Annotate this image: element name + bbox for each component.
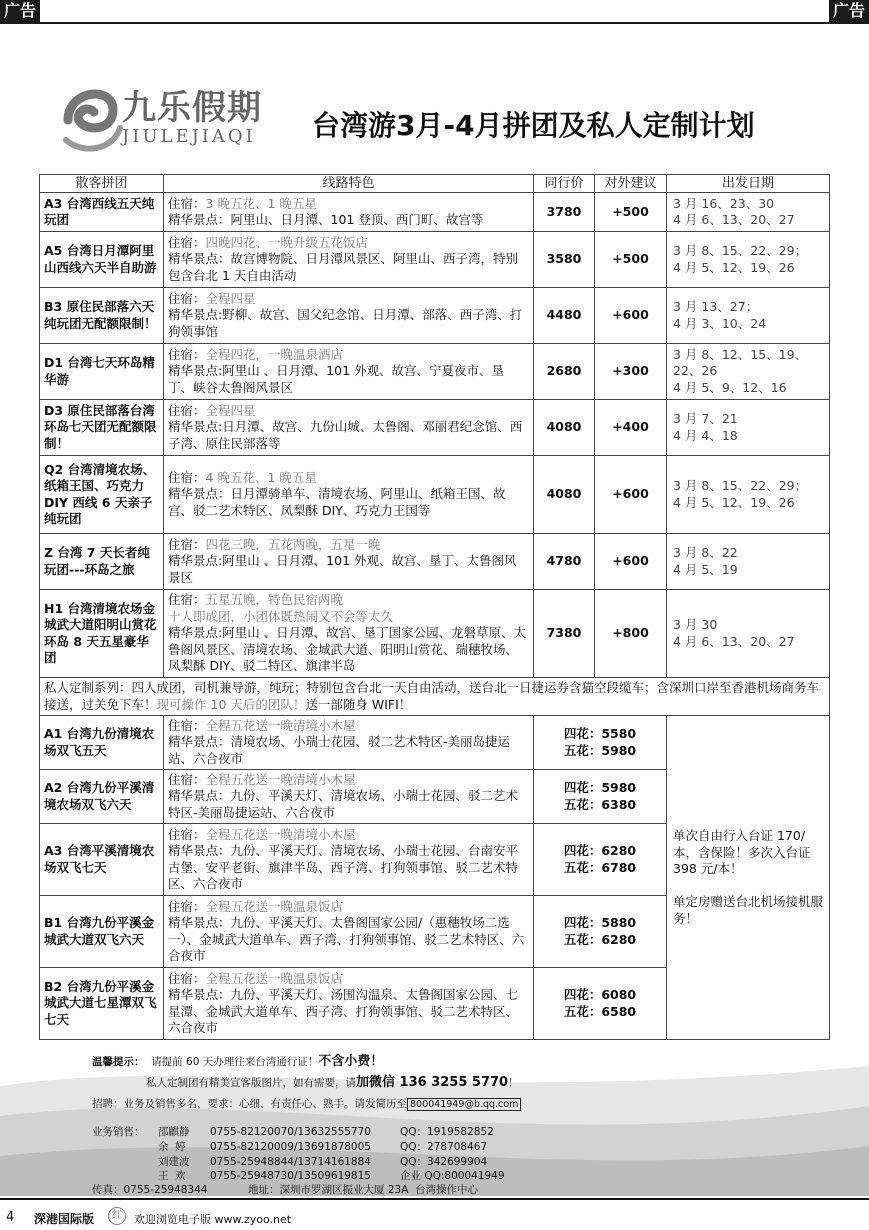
table-row — [40, 590, 830, 678]
page-number: 4 — [6, 1210, 15, 1225]
tour-details: 住宿：四花三晚，五花两晚，五星一晚 精华景点:阿里山 、日月潭、101 外观、故宫、垦丁、太鲁阁风景区 — [164, 534, 534, 590]
tour-details: 住宿：全程五花送一晚清境小木屋 精华景点：九份、平溪天灯、清境农场、小瑞士花园、驳二艺术特区-美丽岛捷运站、六合夜市 — [164, 770, 534, 824]
ad-label-right: 广告 — [829, 0, 869, 22]
departure-dates: 3 月 8、12、15、19、22、26 4 月 5、9、12、16 — [667, 344, 830, 400]
tour-name: Q2 台湾清境农场、纸箱王国、巧克力 DIY 西线 6 天亲子纯玩团 — [40, 456, 164, 534]
trade-price: 4780 — [534, 534, 595, 590]
trade-price: 2680 — [534, 344, 595, 400]
suggested-markup: +600 — [595, 534, 667, 590]
tip-line: 温馨提示： 请提前 60 天办理往来台湾通行证！不含小费！ — [92, 1054, 384, 1069]
tour-name: A5 台湾日月潭阿里山西线六天半自助游 — [40, 232, 164, 288]
trade-price: 4080 — [534, 400, 595, 456]
departure-dates: 3 月 13、27； 4 月 3、10、24 — [667, 288, 830, 344]
table-row — [40, 456, 830, 534]
tour-details: 住宿：全程五花送一晚清境小木屋 精华景点：清境农场、小瑞士花园、驳二艺术特区-美丽岛捷运站、六合夜市 — [164, 716, 534, 770]
table-header-row — [40, 175, 830, 193]
header-suggested: 对外建议 — [595, 175, 667, 193]
header-dates: 出发日期 — [667, 175, 830, 193]
logo-english-name: JIULEJIAQI — [122, 126, 256, 147]
jiule-logo-icon — [58, 70, 128, 160]
tour-name: A3 台湾平溪清境农场双飞七天 — [40, 824, 164, 896]
suggested-markup: +500 — [595, 193, 667, 232]
tour-details: 住宿：全程四花，一晚温泉酒店 精华景点:阿里山 、日月潭、101 外观、故宫、宁夏夜市、垦丁、峡谷太鲁阁风景区 — [164, 344, 534, 400]
tour-name: B1 台湾九份平溪金城武大道双飞六天 — [40, 896, 164, 968]
table-row — [40, 716, 830, 770]
fax-line: 传真：0755-25948344 — [92, 1184, 208, 1196]
suggested-markup: +600 — [595, 288, 667, 344]
contact-qq: 企业 QQ:800041949 — [400, 1170, 505, 1182]
tour-name: H1 台湾清境农场金城武大道阳明山赏花环岛 8 天五星豪华团 — [40, 590, 164, 678]
wechat-line: 私人定制团有精美宣客版图片，如有需要，请加微信 136 3255 5770！ — [146, 1075, 519, 1090]
header-group-tour: 散客拼团 — [40, 175, 164, 193]
ad-label-left: 广告 — [0, 0, 40, 22]
table-row — [40, 232, 830, 288]
tour-details: 住宿：3 晚五花、1 晚五星 精华景点：阿里山、日月潭、101 登顶、西门町、故宫等 — [164, 193, 534, 232]
tour-table — [39, 174, 830, 1040]
header-route: 线路特色 — [164, 175, 534, 193]
trade-price: 3780 — [534, 193, 595, 232]
custom-price: 四花：6280 五花：6780 — [534, 824, 667, 896]
contact-name: 刘建波 — [158, 1156, 190, 1168]
trade-price: 3580 — [534, 232, 595, 288]
table-row — [40, 534, 830, 590]
contact-name: 余 婷 — [158, 1141, 186, 1153]
custom-price: 四花：5980 五花：6380 — [534, 770, 667, 824]
visa-note: 单次自由行入台证 170/本，含保险！多次入台证 398 元/本！ 单定房赠送台北机场接机服务！ — [667, 716, 830, 1040]
suggested-markup: +600 — [595, 456, 667, 534]
tour-details: 住宿：4 晚五花、1 晚五星 精华景点：日月潭骑单车、清境农场、阿里山、纸箱王国、故宫、驳二艺术特区、凤梨酥 DIY、巧克力王国等 — [164, 456, 534, 534]
trade-price: 4480 — [534, 288, 595, 344]
header-trade-price: 同行价 — [534, 175, 595, 193]
table-row — [40, 344, 830, 400]
tour-details: 住宿：全程四星 精华景点:日月潭、故宫、九份山城、太鲁阁、邓丽君纪念馆、西子湾、原住民部落等 — [164, 400, 534, 456]
page-headline: 台湾游3月-4月拼团及私人定制计划 — [312, 109, 755, 142]
hong-seal-icon: 红 — [108, 1207, 126, 1225]
table-row — [40, 193, 830, 232]
bottom-rule — [0, 1198, 869, 1200]
departure-dates: 3 月 8、15、22、29； 4 月 5、12、19、26 — [667, 456, 830, 534]
contact-phone: 0755-25948844/13714161884 — [210, 1156, 371, 1168]
edition-brand: 深港国际版 — [34, 1212, 95, 1226]
tour-name: Z 台湾 7 天长者纯玩团---环岛之旅 — [40, 534, 164, 590]
suggested-markup: +400 — [595, 400, 667, 456]
tour-name: D3 原住民部落台湾环岛七天团无配额限制！ — [40, 400, 164, 456]
tour-name: B2 台湾九份平溪金城武大道七星潭双飞七天 — [40, 968, 164, 1040]
custom-intro: 私人定制系列：四人成团，司机兼导游，纯玩；特别包含台北一天自由活动，送台北一日捷运券含猫空段缆车；含深圳口岸至香港机场商务车接送，过关免下车！现可操作 10 天后的团队！送一部随身 WIFI！ — [40, 678, 830, 716]
departure-dates: 3 月 16、23、30 4 月 6、13、20、27 — [667, 193, 830, 232]
tour-details: 住宿：五星五晚，特色民宿两晚 十人即成团，小团体既热闹又不会等太久 精华景点:阿里山 、日月潭、故宫、垦丁国家公园、龙磐草原、太鲁阁风景区、清境农场、金城武大道、阳明山赏花、瑞穗牧场、凤梨酥 DIY、驳二特区、旗津半岛 — [164, 590, 534, 678]
tour-name: A2 台湾九份平溪清境农场双飞六天 — [40, 770, 164, 824]
tour-name: D1 台湾七天环岛精华游 — [40, 344, 164, 400]
table-row — [40, 400, 830, 456]
brand-logo — [58, 66, 268, 166]
tour-details: 住宿：全程四星 精华景点:野柳、故宫、国父纪念馆、日月潭、部落、西子湾、打狗领事馆 — [164, 288, 534, 344]
departure-dates: 3 月 30 4 月 6、13、20、27 — [667, 590, 830, 678]
contact-phone: 0755-25948730/13509619815 — [210, 1170, 371, 1182]
hiring-email: 800041949@b.qq.com — [407, 1098, 521, 1111]
tour-details: 住宿：全程五花送一晚清境小木屋 精华景点：九份、平溪天灯、清境农场、小瑞士花园、台南安平古堡、安平老街、旗津半岛、西子湾、打狗领事馆、驳二艺术特区、六合夜市 — [164, 824, 534, 896]
custom-intro-row — [40, 678, 830, 716]
trade-price: 7380 — [534, 590, 595, 678]
suggested-markup: +500 — [595, 232, 667, 288]
contact-qq: QQ：1919582852 — [400, 1126, 494, 1138]
custom-price: 四花：5880 五花：6280 — [534, 896, 667, 968]
departure-dates: 3 月 8、15、22、29； 4 月 5、12、19、26 — [667, 232, 830, 288]
custom-price: 四花：5580 五花：5980 — [534, 716, 667, 770]
contact-phone: 0755-82120070/13632555770 — [210, 1126, 371, 1138]
suggested-markup: +300 — [595, 344, 667, 400]
tour-details: 住宿：全程五花送一晚温泉饭店 精华景点：九份、平溪天灯、汤围沟温泉、太鲁阁国家公园、七星潭、金城武大道单车、西子湾、打狗领事馆、驳二艺术特区、六合夜市 — [164, 968, 534, 1040]
sales-label: 业务销售： — [92, 1126, 145, 1138]
hiring-line: 招聘：业务及销售多名，要求：心细、有责任心、熟手。请发简历至 800041949@b.qq.com — [92, 1097, 521, 1112]
logo-chinese-name: 九乐假期 — [122, 88, 262, 128]
departure-dates: 3 月 7、21 4 月 4、18 — [667, 400, 830, 456]
contact-name: 邵麒静 — [158, 1126, 190, 1138]
table-row — [40, 288, 830, 344]
tour-name: A3 台湾西线五天纯玩团 — [40, 193, 164, 232]
contact-phone: 0755-82120009/13691878005 — [210, 1141, 371, 1153]
trade-price: 4080 — [534, 456, 595, 534]
tour-name: B3 原住民部落六天纯玩团无配额限制！ — [40, 288, 164, 344]
custom-price: 四花：6080 五花：6580 — [534, 968, 667, 1040]
address-line: 地址：深圳市罗湖区振业大厦 23A 台湾操作中心 — [248, 1184, 479, 1196]
contact-qq: QQ：342699904 — [400, 1156, 488, 1168]
contact-name: 王 欢 — [158, 1170, 186, 1182]
suggested-markup: +800 — [595, 590, 667, 678]
top-rule — [0, 22, 869, 24]
departure-dates: 3 月 8、22 4 月 5、19 — [667, 534, 830, 590]
ebook-link-text: 欢迎浏览电子版 www.zyoo.net — [134, 1213, 292, 1226]
tour-name: A1 台湾九份清境农场双飞五天 — [40, 716, 164, 770]
tour-details: 住宿：四晚四花、一晚升级五花饭店 精华景点：故宫博物院、日月潭风景区、阿里山、西子湾，特别包含台北 1 天自由活动 — [164, 232, 534, 288]
tour-details: 住宿：全程五花送一晚温泉饭店 精华景点：九份、平溪天灯、太鲁阁国家公园/（惠穗牧场二选一）、金城武大道单车、西子湾、打狗领事馆、驳二艺术特区、六合夜市 — [164, 896, 534, 968]
contact-qq: QQ：278708467 — [400, 1141, 488, 1153]
